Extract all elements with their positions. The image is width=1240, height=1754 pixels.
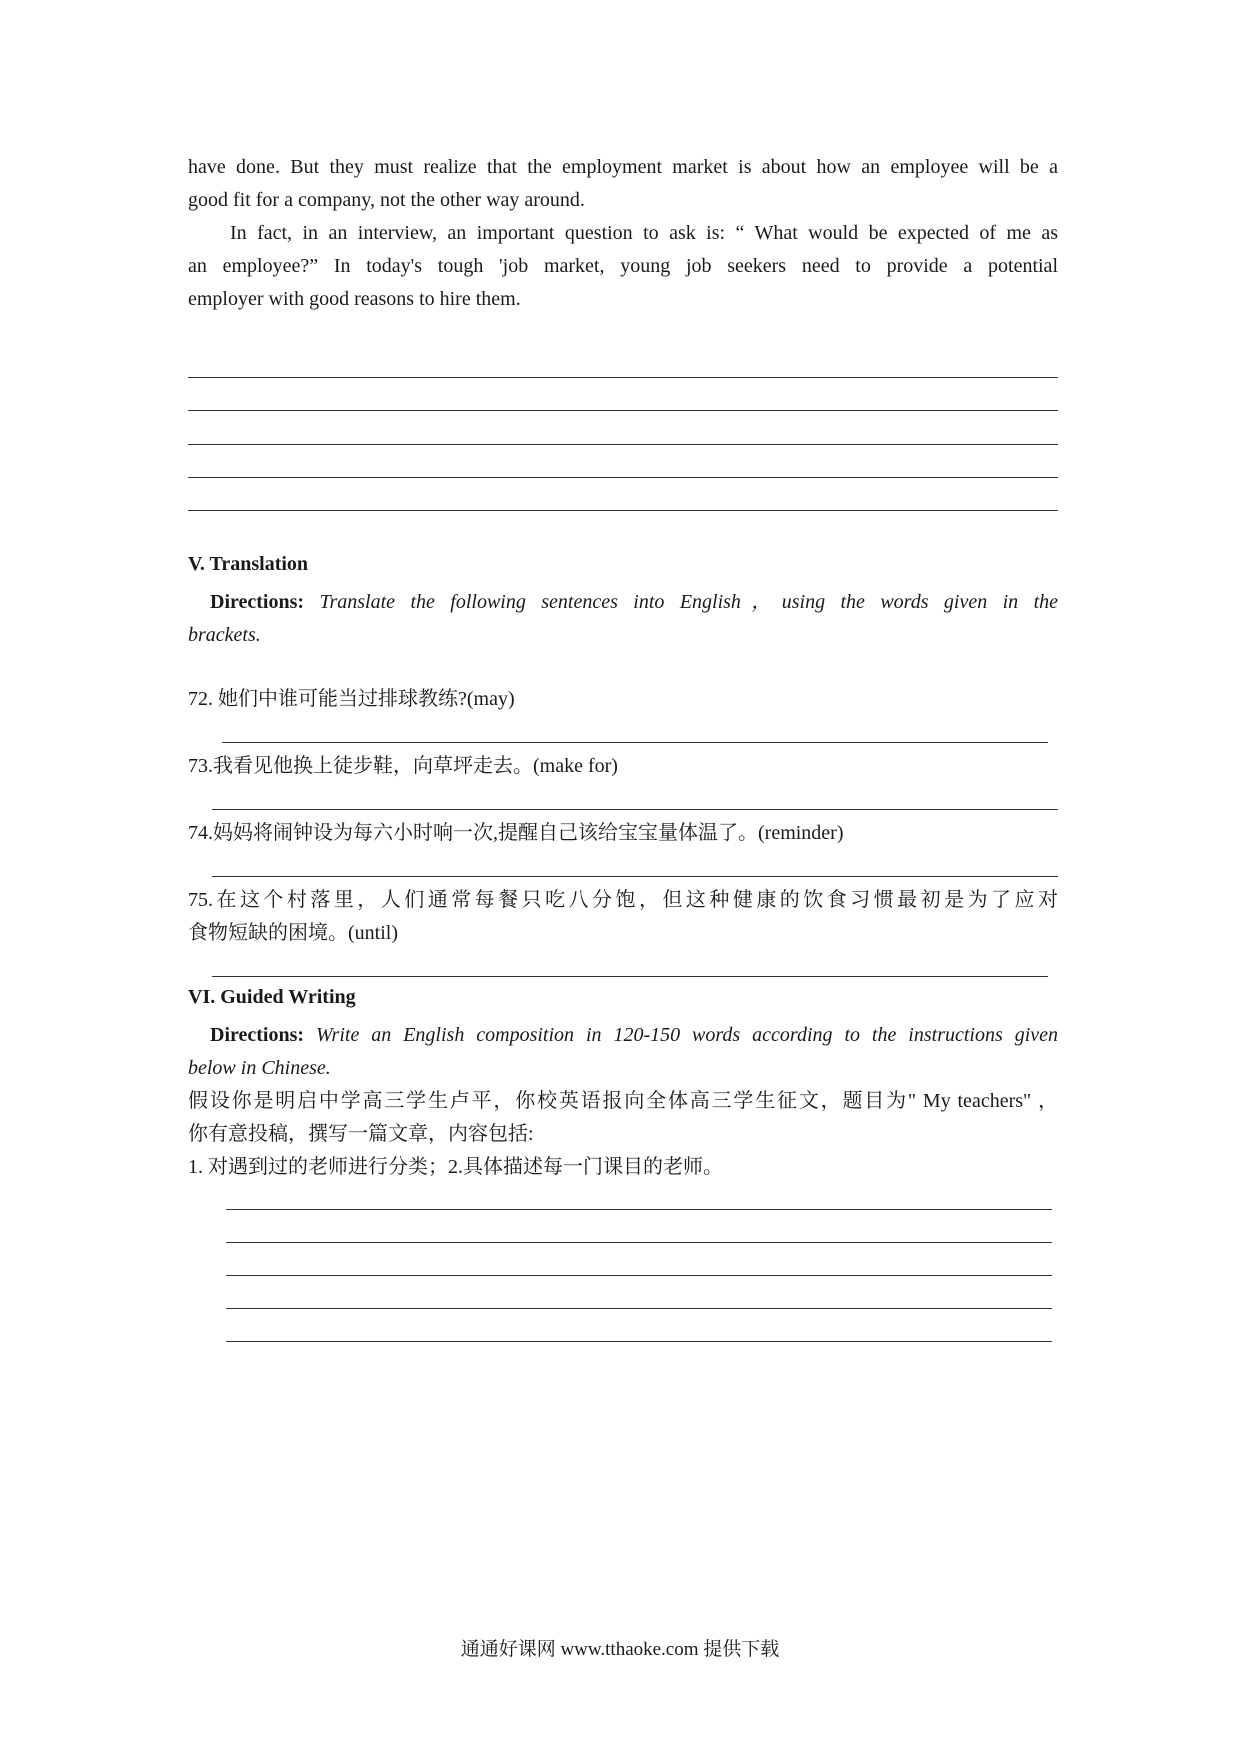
answer-line[interactable] [188,377,1058,378]
directions-text: brackets. [188,624,261,646]
passage-line: employer with good reasons to hire them. [188,288,521,310]
translation-directions [210,586,1058,619]
directions-text: below in Chinese. [188,1057,331,1079]
question-73: 73.我看见他换上徒步鞋，向草坪走去。(make for) [188,755,618,777]
question-74: 74.妈妈将闹钟设为每六小时响一次,提醒自己该给宝宝量体温了。(reminder) [188,822,844,844]
writing-prompt: 1. 对遇到过的老师进行分类；2.具体描述每一门课目的老师。 [188,1156,723,1178]
section-heading-writing: VI. Guided Writing [188,986,356,1008]
writing-line[interactable] [226,1209,1052,1210]
directions-text: Translate the following sentences into English，using the words given in the [319,591,1059,613]
question-72: 72. 她们中谁可能当过排球教练?(may) [188,688,515,710]
page-footer: 通通好课网 www.tthaoke.com 提供下载 [460,1639,780,1660]
writing-line[interactable] [226,1275,1052,1276]
answer-line-75[interactable] [212,976,1048,977]
writing-line[interactable] [226,1341,1052,1342]
answer-line[interactable] [188,477,1058,478]
writing-prompt: 你有意投稿，撰写一篇文章，内容包括: [188,1123,534,1145]
answer-line-74[interactable] [212,876,1058,877]
passage-line: have done. But they must realize that the employment market is about how an employee will be a [188,156,1058,178]
writing-line[interactable] [226,1242,1052,1243]
passage-line: good fit for a company, not the other way around. [188,189,585,211]
answer-line[interactable] [188,410,1058,411]
writing-directions [210,1019,1058,1052]
writing-line[interactable] [226,1308,1052,1309]
directions-text: Write an English composition in 120-150 words according to the instructions given [316,1024,1059,1046]
writing-prompt: 假设你是明启中学高三学生卢平，你校英语报向全体高三学生征文，题目为" My teachers" ， [188,1090,1058,1112]
answer-line-73[interactable] [212,809,1058,810]
passage-line: In fact, in an interview, an important question to ask is: “ What would be expected of me as [230,222,1058,244]
passage-line: an employee?” In today's tough 'job market, young job seekers need to provide a potential [188,255,1058,277]
question-75-cont: 食物短缺的困境。(until) [188,922,398,944]
answer-line[interactable] [188,444,1058,445]
directions-label: Directions: [210,1024,305,1046]
translation-directions-cont [188,619,1058,652]
answer-line[interactable] [188,510,1058,511]
section-heading-translation: V. Translation [188,553,309,575]
writing-directions-cont [188,1052,1058,1085]
directions-label: Directions: [210,591,305,613]
answer-line-72[interactable] [222,742,1048,743]
question-75: 75.在这个村落里，人们通常每餐只吃八分饱，但这种健康的饮食习惯最初是为了应对 [188,889,1058,911]
